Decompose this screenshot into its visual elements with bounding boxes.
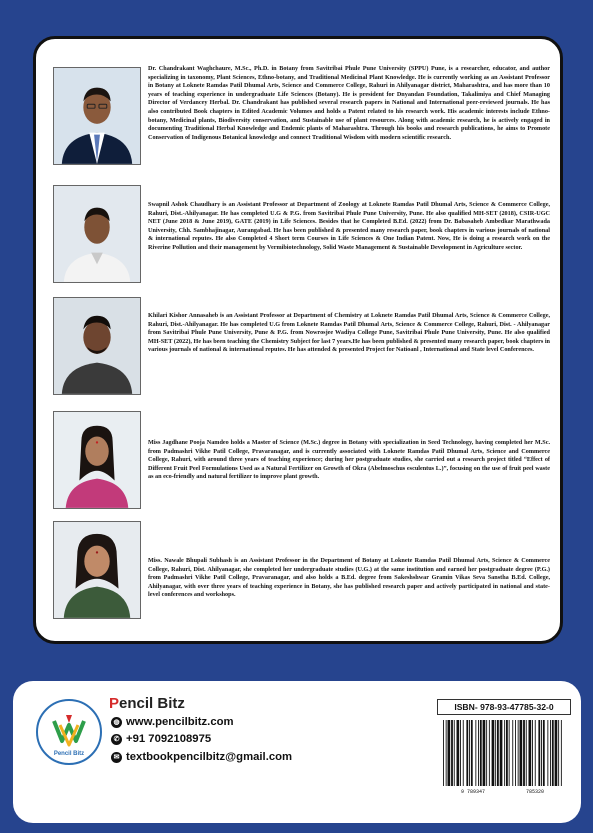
barcode-bar [526, 720, 527, 786]
barcode-bar [515, 720, 516, 786]
barcode-bar [509, 720, 510, 786]
publisher-phone[interactable] [111, 733, 211, 745]
publisher-website[interactable] [111, 716, 234, 728]
email-icon: ✉ [111, 752, 122, 763]
barcode-bar [552, 720, 554, 786]
author-photo-4 [53, 411, 141, 509]
barcode-bar [529, 720, 532, 786]
author-bio-5 [36, 517, 560, 629]
barcode-bar [483, 720, 486, 786]
barcode-bar [466, 720, 468, 786]
barcode-bar [448, 720, 451, 786]
publisher-email-text: textbookpencilbitz@gmail.com [126, 751, 293, 763]
publisher-name-rest: encil Bitz [119, 695, 185, 712]
barcode-bar [504, 720, 505, 786]
publisher-name [109, 695, 185, 712]
barcode-bar [443, 720, 444, 786]
barcode-bar [480, 720, 482, 786]
isbn-label: ISBN- 978-93-47785-32-0 [437, 699, 571, 715]
barcode-bar [454, 720, 455, 786]
publisher-footer [13, 681, 581, 823]
author-bio-text-3: Khilari Kishor Annasaheb is an Assistant Professor at Department of Chemistry at Loknete Ramdas Patil Dhumal Arts, Science & Commerce College, Rahuri, Dist.-Ahilyanagar. He has completed U.G from Loknete Ramdas Patil Dhumal Arts, Science & Commerce College, Rahuri, Dist. - Ahilyanagar from Savitribai Phule Pune University, Pune & P.G. from Nowrosjee Wadiya College Pune, Savitribai Phule Pune University, Pune. He also qualified MH-SET (2022), He has been teaching the Chemistry Subject for last 7 years.He has been published & presented many research paper, book chapters in various journals of national & international reputes. He has attended & presented Project for Natioanl , International and State level Conferences. [148, 312, 550, 354]
author-bio-1 [36, 65, 560, 195]
author-bio-3 [36, 295, 560, 407]
author-bio-text-2: Swapnil Ashok Chaudhary is an Assistant Professor at Department of Zoology at Loknete Ramdas Patil Dhumal Arts, Science & Commerce College, Rahuri, Dist.-Ahilyanagar. He has completed U.G & P.G. from Savitribai Phule Pune University, Pune. He also qualified MH-SET (2018), CSIR-UGC NET (June 2018 & June 2019), GATE (2019) in Life Sciences. Besides that he Completed B.Ed. (2022) from Dr. Babasaheb Ambedkar Marathwada University, Chh. Sambhajinagar, Aurangabad. He has been published & presented many research paper, book chapters in various journals of national & international reputes. He also Completed 4 Short term Courses in Life Sciences & One Indian Patent. Now, He is doing a research work on the Riverine Pollution and their management by Vermibiotechnology, Solid Waste Management & Sustainable Development in Agriculture sector. [148, 201, 550, 251]
barcode-bar [497, 720, 499, 786]
author-bio-text-5: Miss. Nawale Bhupali Subhash is an Assistant Professor in the Department of Botany at Loknete Ramdas Patil Dhumal Arts, Science & Commerce College, Rahuri, Dist. Ahilyanagar, she completed her undergraduate studies (U.G.) at the same institution and earned her postgraduate degree (P.G.) from Padmashri Vikhe Patil College, Pravaranagar, and also holds a B.Ed. degree from Sakeshshwar Gramin Vikas Seva Sanstha B.Ed. College, Ahilyanagar, with over three years of teaching experience in Botany, she has published research paper and actively participated in national and state-level conferences and workshops. [148, 557, 550, 599]
barcode-bar [550, 720, 551, 786]
barcode-bar [512, 720, 513, 786]
barcode-bar [558, 720, 559, 786]
barcode-bar [555, 720, 558, 786]
publisher-logo [36, 699, 102, 765]
isbn-barcode [437, 716, 569, 796]
barcode-bar [457, 720, 460, 786]
author-bio-text-1: Dr. Chandrakant Waghchaure, M.Sc., Ph.D. in Botany from Savitribai Phule Pune University (SPPU) Pune, is a researcher, educator, and author specializing in taxonomy, Plant Sciences, Ethno-botany, and Traditional Medicinal Plant Knowledge. He is currently working as an Assistant Professor in Botany at Loknete Ramdas Patil Dhumal Arts, Science and Commerce College, Rahuri in Ahilyanagar district, Maharashtra, and has more than 10 years of teaching experience in undergraduate Life Sciences (Botany). He is president for Dnyandan Foundation, Takalimiya and Chief Managing Director of Verdancey Herbal. Dr. Chandrakant has published several research papers in National and International peer-reviewed journals. He has also contributed Book chapters in Edited Academic Volumes and holds a Patent related to his research work. His academic interests include Ethno-botany, Medicinal plants, Biodiversity conservation, and Sustainable use of plant resources. Along with academic research, he is actively engaged in documenting Traditional Herbal Knowledge and Endemic plants of Maharashtra. Through his books and research publications, he aims to Promote Conservation of Indigenous Botanical knowledge and connect Traditional Wisdom with modern scientific research. [148, 65, 550, 141]
barcode-bar [495, 720, 496, 786]
barcode-bar [535, 720, 536, 786]
barcode-bar [547, 720, 548, 786]
barcode-bar [471, 720, 473, 786]
barcode-bar [446, 720, 447, 786]
barcode-right-digits: 785320 [525, 789, 545, 795]
barcode-bar [500, 720, 503, 786]
barcode-bar [469, 720, 470, 786]
barcode-bar [460, 720, 461, 786]
barcode-bar [463, 720, 464, 786]
globe-icon: ◍ [111, 717, 122, 728]
barcode-bar [518, 720, 519, 786]
barcode-bar [561, 720, 562, 786]
barcode-bar [478, 720, 479, 786]
barcode-bar [486, 720, 487, 786]
barcode-bar [506, 720, 508, 786]
author-photo-2 [53, 185, 141, 283]
author-photo-5 [53, 521, 141, 619]
publisher-email[interactable] [111, 751, 292, 763]
barcode-bar [532, 720, 533, 786]
barcode-bar [489, 720, 490, 786]
barcode-bar [520, 720, 523, 786]
barcode-bar [523, 720, 525, 786]
publisher-website-text: www.pencilbitz.com [126, 716, 234, 728]
barcode-bar [541, 720, 542, 786]
barcode-bar [475, 720, 476, 786]
publisher-logo-text: Pencil Bitz [53, 751, 85, 757]
barcode-bar [451, 720, 453, 786]
phone-icon: ✆ [111, 734, 122, 745]
author-bios-panel [33, 36, 563, 644]
author-bio-text-4: Miss Jagdhane Pooja Namdeo holds a Master of Science (M.Sc.) degree in Botany with specialization in Seed Technology, having completed her M.Sc. from Padmashri Vikhe Patil College, Pravaranagar, and is currently associated with Loknete Ramdas Patil Dhumal Arts, Science and Commerce College, Rahuri, with around three years of teaching experience; during her postgraduate studies, she carried out a research project titled “Effect of Different Fruit Peel Formulations Used as a Natural Fertilizer on Growth of Okra (Abelmoschus esculentus L.)”, focusing on the use of fruit peel waste as an eco-friendly and natural fertilizer to improve plant growth. [148, 439, 550, 481]
publisher-name-initial: P [109, 695, 120, 712]
author-photo-1 [53, 67, 141, 165]
author-bio-4 [36, 407, 560, 519]
barcode-bar [492, 720, 495, 786]
author-photo-3 [53, 297, 141, 395]
publisher-phone-text: +91 7092108975 [126, 733, 212, 745]
barcode-left-digits: 9 789347 [460, 789, 486, 795]
author-bio-2 [36, 181, 560, 293]
barcode-bar [543, 720, 545, 786]
barcode-bar [538, 720, 540, 786]
